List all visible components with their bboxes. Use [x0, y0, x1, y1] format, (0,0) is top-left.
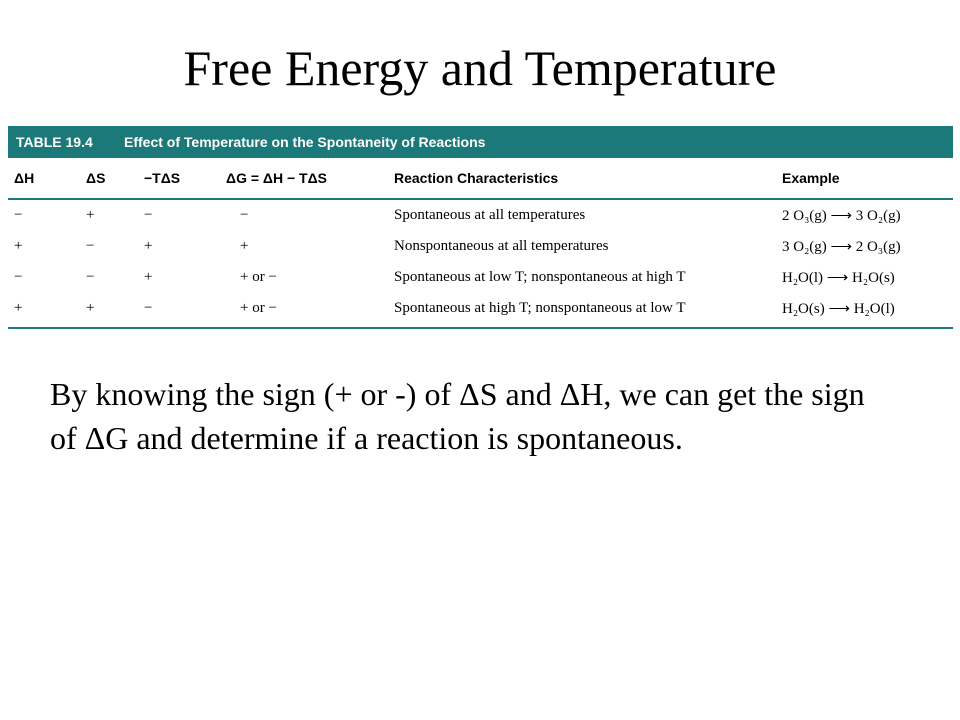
cell-delta-g: + or − [240, 269, 277, 285]
cell-characteristics: Spontaneous at all temperatures [394, 207, 586, 223]
cell-delta-s: − [86, 269, 95, 285]
slide-title: Free Energy and Temperature [183, 40, 777, 96]
table-bottom-rule [8, 324, 953, 329]
body-text: By knowing the sign (+ or -) of ΔS and ΔH, we can get the sign of ΔG and determine if a reaction is spontaneous. [50, 376, 865, 456]
column-header-delta-g: ΔG = ΔH − TΔS [226, 170, 327, 186]
cell-characteristics: Spontaneous at high T; nonspontaneous at low T [394, 300, 686, 316]
table-row [8, 200, 953, 231]
cell-example: H₂O(s) ⟶ H₂O(l) [782, 301, 895, 317]
cell-characteristics: Nonspontaneous at all temperatures [394, 238, 609, 254]
column-header-row [8, 158, 953, 200]
column-header-minus-t-delta-s: −TΔS [144, 170, 181, 186]
cell-delta-g: + or − [240, 300, 277, 316]
table-row [8, 293, 953, 324]
spontaneity-table [8, 126, 953, 329]
cell-example: 3 O₂(g) ⟶ 2 O₃(g) [782, 239, 901, 255]
column-header-delta-s: ΔS [86, 170, 106, 186]
cell-minus-t-delta-s: + [144, 238, 153, 254]
cell-minus-t-delta-s: − [144, 207, 153, 223]
cell-example: 2 O₃(g) ⟶ 3 O₂(g) [782, 208, 901, 224]
table-row [8, 262, 953, 293]
column-header-example: Example [782, 170, 840, 186]
cell-characteristics: Spontaneous at low T; nonspontaneous at high T [394, 269, 686, 285]
cell-minus-t-delta-s: + [144, 269, 153, 285]
table-caption-bar [8, 126, 953, 158]
cell-delta-g: − [240, 207, 249, 223]
column-header-characteristics: Reaction Characteristics [394, 170, 559, 186]
cell-delta-s: − [86, 238, 95, 254]
cell-minus-t-delta-s: − [144, 300, 153, 316]
cell-delta-h: − [14, 207, 23, 223]
table-number: TABLE 19.4 [16, 134, 93, 150]
table-row [8, 231, 953, 262]
cell-delta-s: + [86, 207, 95, 223]
cell-delta-h: + [14, 300, 23, 316]
cell-delta-g: + [240, 238, 249, 254]
table-caption: Effect of Temperature on the Spontaneity of Reactions [124, 134, 486, 150]
cell-example: H₂O(l) ⟶ H₂O(s) [782, 270, 895, 286]
cell-delta-h: + [14, 238, 23, 254]
cell-delta-s: + [86, 300, 95, 316]
column-header-delta-h: ΔH [14, 170, 35, 186]
cell-delta-h: − [14, 269, 23, 285]
